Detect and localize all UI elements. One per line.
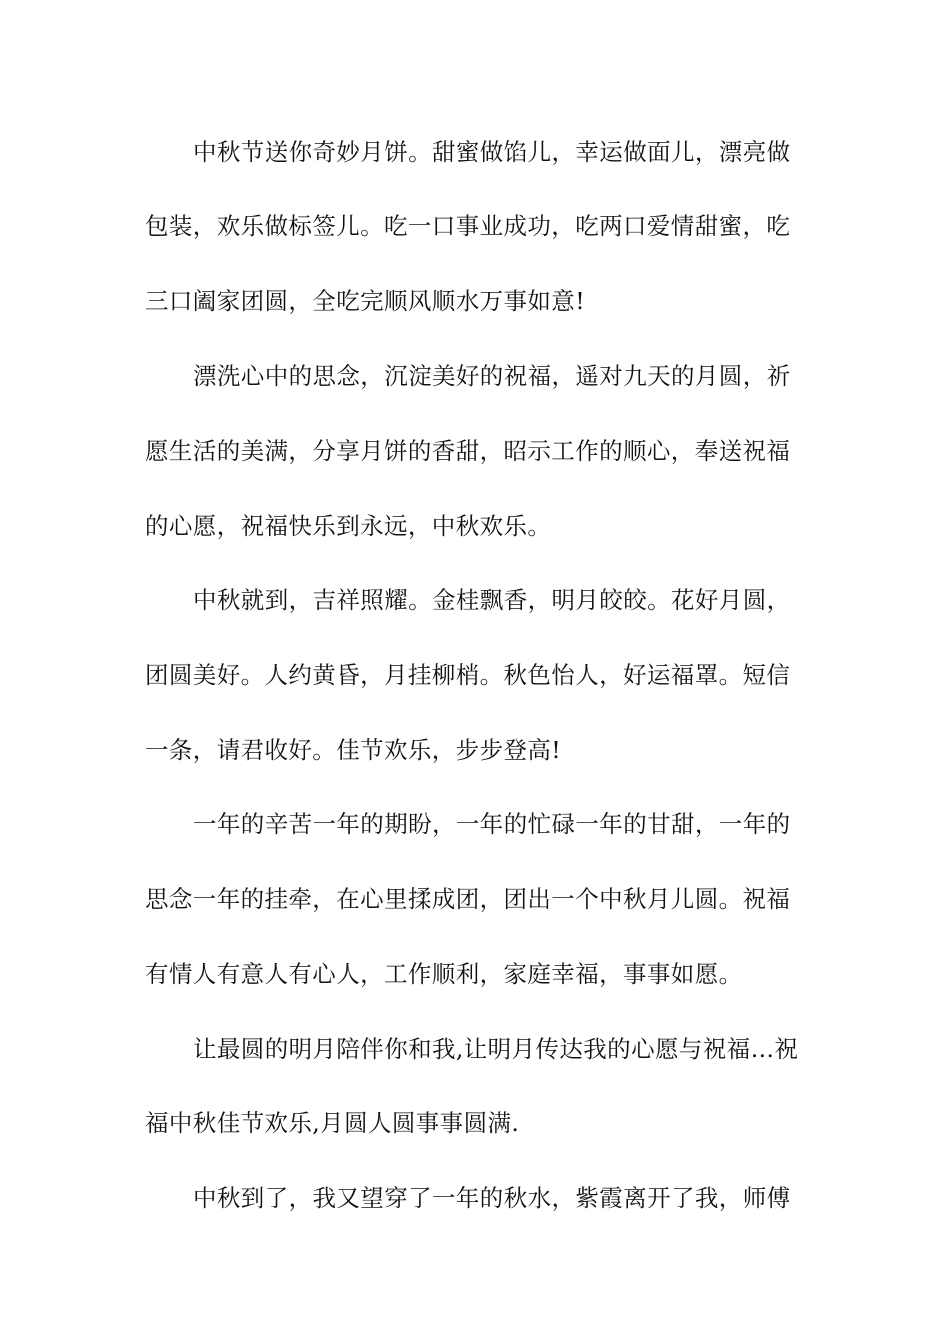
paragraph-3-line-2: 团圆美好。人约黄昏，月挂柳梢。秋色怡人，好运福罩。短信 — [145, 661, 791, 689]
paragraph-6-line-1: 中秋到了，我又望穿了一年的秋水，紫霞离开了我，师傅 — [193, 1184, 791, 1212]
paragraph-3-line-1: 中秋就到，吉祥照耀。金桂飘香，明月皎皎。花好月圆， — [193, 586, 791, 614]
paragraph-2-line-1: 漂洗心中的思念，沉淀美好的祝福，遥对九天的月圆，祈 — [193, 362, 791, 390]
paragraph-1-line-3: 三口阖家团圆，全吃完顺风顺水万事如意! — [145, 287, 586, 315]
paragraph-1-line-1: 中秋节送你奇妙月饼。甜蜜做馅儿，幸运做面儿，漂亮做 — [193, 138, 791, 166]
paragraph-4-line-3: 有情人有意人有心人，工作顺利，家庭幸福，事事如愿。 — [145, 960, 743, 988]
paragraph-5-line-2: 福中秋佳节欢乐,月圆人圆事事圆满. — [145, 1109, 520, 1137]
paragraph-1-line-2: 包装，欢乐做标签儿。吃一口事业成功，吃两口爱情甜蜜，吃 — [145, 212, 791, 240]
paragraph-4-line-1: 一年的辛苦一年的期盼，一年的忙碌一年的甘甜，一年的 — [193, 810, 791, 838]
paragraph-5-line-1: 让最圆的明月陪伴你和我,让明月传达我的心愿与祝福…祝 — [193, 1035, 799, 1063]
paragraph-2-line-3: 的心愿，祝福快乐到永远，中秋欢乐。 — [145, 512, 552, 540]
paragraph-3-line-3: 一条，请君收好。佳节欢乐，步步登高! — [145, 736, 562, 764]
paragraph-4-line-2: 思念一年的挂牵，在心里揉成团，团出一个中秋月儿圆。祝福 — [145, 885, 791, 913]
paragraph-2-line-2: 愿生活的美满，分享月饼的香甜，昭示工作的顺心，奉送祝福 — [145, 437, 791, 465]
